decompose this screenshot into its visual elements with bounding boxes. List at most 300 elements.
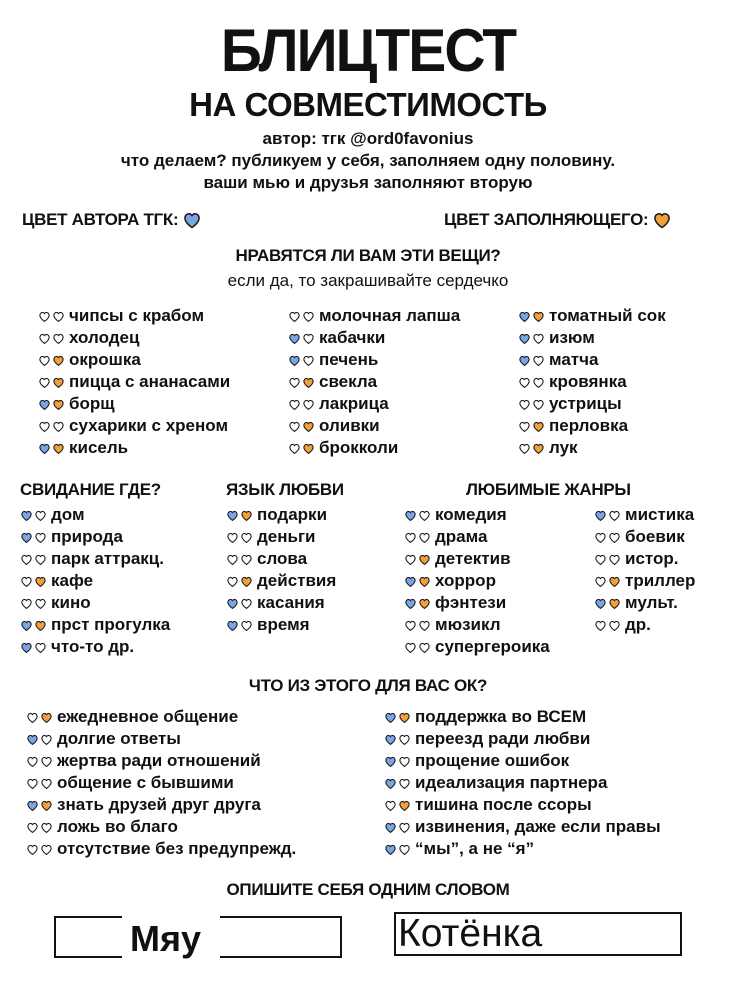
heart-pair — [384, 843, 412, 856]
author-heart-icon[interactable] — [38, 354, 51, 367]
filler-heart-icon[interactable] — [52, 354, 65, 367]
author-heart-icon[interactable] — [518, 398, 531, 411]
author-heart-icon[interactable] — [26, 733, 39, 746]
author-heart-icon[interactable] — [20, 553, 33, 566]
filler-heart-icon[interactable] — [532, 332, 545, 345]
heart-pair — [38, 442, 66, 455]
item-label: матча — [549, 350, 599, 369]
filler-heart-icon[interactable] — [240, 531, 253, 544]
list-item — [404, 614, 550, 636]
filler-heart-icon[interactable] — [608, 509, 621, 522]
heart-pair — [20, 619, 48, 632]
item-label: жертва ради отношений — [57, 751, 261, 770]
author-heart-icon[interactable] — [26, 755, 39, 768]
author-heart-icon[interactable] — [20, 575, 33, 588]
list-item — [38, 415, 230, 437]
filler-heart-icon[interactable] — [240, 597, 253, 610]
item-label: извинения, даже если правы — [415, 817, 661, 836]
list-item — [518, 371, 666, 393]
filler-heart-icon[interactable] — [40, 799, 53, 812]
author-heart-icon[interactable] — [38, 420, 51, 433]
filler-heart-icon[interactable] — [302, 354, 315, 367]
filler-heart-icon[interactable] — [532, 420, 545, 433]
author-heart-icon[interactable] — [288, 332, 301, 345]
list-item — [404, 636, 550, 658]
filler-heart-icon[interactable] — [34, 619, 47, 632]
list-item — [38, 371, 230, 393]
filler-heart-icon[interactable] — [40, 711, 53, 724]
author-credit: автор: тгк @ord0favonius — [262, 129, 474, 148]
filler-heart-icon[interactable] — [398, 733, 411, 746]
heart-pair — [288, 310, 316, 323]
filler-heart-icon[interactable] — [302, 442, 315, 455]
heart-pair — [26, 733, 54, 746]
author-heart-icon[interactable] — [26, 799, 39, 812]
list-item — [288, 371, 460, 393]
item-label: “мы”, а не “я” — [415, 839, 535, 858]
author-heart-icon[interactable] — [518, 310, 531, 323]
heart-pair — [288, 420, 316, 433]
filler-heart-icon[interactable] — [34, 597, 47, 610]
heart-pair — [518, 354, 546, 367]
item-label: тишина после ссоры — [415, 795, 592, 814]
heart-pair — [26, 843, 54, 856]
filler-heart-icon[interactable] — [34, 531, 47, 544]
author-heart-icon[interactable] — [288, 442, 301, 455]
author-heart-icon[interactable] — [594, 553, 607, 566]
author-heart-icon[interactable] — [38, 376, 51, 389]
list-item — [226, 592, 336, 614]
heart-pair — [20, 641, 48, 654]
heart-pair — [404, 597, 432, 610]
item-label: ежедневное общение — [57, 707, 239, 726]
filler-heart-icon[interactable] — [398, 821, 411, 834]
legend-filler-label: ЦВЕТ ЗАПОЛНЯЮЩЕГО: — [444, 210, 649, 229]
heart-pair — [38, 310, 66, 323]
author-heart-icon[interactable] — [288, 420, 301, 433]
item-label: сухарики с хреном — [69, 416, 229, 435]
item-label: лук — [549, 438, 578, 457]
heart-pair — [594, 509, 622, 522]
love-title: ЯЗЫК ЛЮБВИ — [226, 480, 344, 499]
item-label: чипсы с крабом — [69, 306, 205, 325]
item-label: окрошка — [69, 350, 141, 369]
item-label: долгие ответы — [57, 729, 181, 748]
filler-answer-box[interactable] — [394, 912, 682, 956]
filler-heart-icon[interactable] — [52, 376, 65, 389]
author-heart-icon[interactable] — [518, 442, 531, 455]
filler-heart-icon[interactable] — [398, 843, 411, 856]
ok-column-1 — [26, 706, 296, 860]
page-subtitle: НА СОВМЕСТИМОСТЬ — [189, 86, 547, 123]
list-item — [226, 504, 336, 526]
heart-pair — [594, 619, 622, 632]
item-label: поддержка во ВСЕМ — [415, 707, 587, 726]
filler-heart-icon[interactable] — [418, 641, 431, 654]
heart-pair — [518, 310, 546, 323]
author-heart-icon[interactable] — [518, 332, 531, 345]
heart-pair — [26, 711, 54, 724]
filler-heart-icon[interactable] — [240, 619, 253, 632]
filler-heart-icon[interactable] — [52, 442, 65, 455]
filler-heart-icon[interactable] — [418, 597, 431, 610]
heart-pair — [384, 755, 412, 768]
author-heart-icon[interactable] — [594, 531, 607, 544]
item-label: что-то др. — [51, 637, 135, 656]
author-heart-icon[interactable] — [404, 509, 417, 522]
likes-hint: если да, то закрашивайте сердечко — [227, 271, 509, 290]
heart-pair — [20, 575, 48, 588]
author-heart-icon[interactable] — [226, 509, 239, 522]
filler-heart-icon[interactable] — [608, 597, 621, 610]
describe-title: ОПИШИТЕ СЕБЯ ОДНИМ СЛОВОМ — [226, 880, 510, 899]
author-heart-icon[interactable] — [384, 777, 397, 790]
genres-title: ЛЮБИМЫЕ ЖАНРЫ — [466, 480, 631, 499]
genres-column-1 — [404, 504, 550, 658]
author-heart-icon[interactable] — [288, 376, 301, 389]
author-heart-icon[interactable] — [26, 777, 39, 790]
list-item — [20, 526, 170, 548]
list-item — [404, 592, 550, 614]
filler-heart-icon[interactable] — [418, 553, 431, 566]
heart-pair — [226, 575, 254, 588]
heart-pair — [226, 553, 254, 566]
list-item — [38, 393, 230, 415]
author-heart-icon[interactable] — [384, 755, 397, 768]
list-item — [226, 570, 336, 592]
item-label: драма — [435, 527, 488, 546]
heart-pair — [518, 420, 546, 433]
author-heart-icon[interactable] — [518, 376, 531, 389]
list-item — [26, 794, 296, 816]
heart-pair — [38, 420, 66, 433]
heart-pair — [384, 799, 412, 812]
filler-heart-icon[interactable] — [418, 531, 431, 544]
heart-pair — [404, 575, 432, 588]
list-item — [518, 305, 666, 327]
list-item — [226, 526, 336, 548]
filler-heart-icon[interactable] — [52, 310, 65, 323]
filler-heart-icon[interactable] — [532, 398, 545, 411]
list-item — [226, 614, 336, 636]
list-item — [288, 349, 460, 371]
list-item — [594, 526, 695, 548]
item-label: кабачки — [319, 328, 386, 347]
heart-pair — [518, 442, 546, 455]
filler-heart-icon[interactable] — [608, 553, 621, 566]
author-heart-icon[interactable] — [404, 597, 417, 610]
filler-heart-icon[interactable] — [52, 398, 65, 411]
likes-title: НРАВЯТСЯ ЛИ ВАМ ЭТИ ВЕЩИ? — [235, 246, 501, 265]
author-heart-icon[interactable] — [518, 420, 531, 433]
list-item — [288, 305, 460, 327]
filler-heart-icon[interactable] — [608, 619, 621, 632]
item-label: пицца с ананасами — [69, 372, 231, 391]
author-heart-icon[interactable] — [384, 799, 397, 812]
heart-pair — [38, 354, 66, 367]
item-label: комедия — [435, 505, 507, 524]
genres-column-2 — [594, 504, 695, 636]
filler-heart-icon[interactable] — [40, 821, 53, 834]
item-label: триллер — [625, 571, 696, 590]
item-label: др. — [625, 615, 651, 634]
filler-heart-icon[interactable] — [34, 575, 47, 588]
legend-filler — [444, 210, 672, 230]
list-item — [518, 437, 666, 459]
filler-heart-icon[interactable] — [418, 509, 431, 522]
filler-heart-icon[interactable] — [398, 777, 411, 790]
author-heart-icon[interactable] — [594, 597, 607, 610]
list-item — [26, 772, 296, 794]
item-label: слова — [257, 549, 308, 568]
author-heart-icon[interactable] — [384, 733, 397, 746]
item-label: мюзикл — [435, 615, 501, 634]
filler-heart-icon[interactable] — [608, 575, 621, 588]
author-heart-icon[interactable] — [20, 531, 33, 544]
filler-heart-icon[interactable] — [532, 442, 545, 455]
item-label: лакрица — [319, 394, 389, 413]
author-heart-icon[interactable] — [288, 354, 301, 367]
heart-pair — [404, 619, 432, 632]
item-label: ложь во благо — [57, 817, 178, 836]
item-label: касания — [257, 593, 325, 612]
author-heart-icon[interactable] — [384, 843, 397, 856]
item-label: действия — [257, 571, 337, 590]
author-heart-icon[interactable] — [518, 354, 531, 367]
filler-heart-icon[interactable] — [34, 553, 47, 566]
list-item — [404, 526, 550, 548]
item-label: фэнтези — [435, 593, 507, 612]
heart-pair — [288, 442, 316, 455]
list-item — [20, 636, 170, 658]
item-label: борщ — [69, 394, 115, 413]
item-label: подарки — [257, 505, 328, 524]
author-heart-icon[interactable] — [226, 597, 239, 610]
author-heart-icon[interactable] — [38, 398, 51, 411]
list-item — [518, 415, 666, 437]
item-label: кисель — [69, 438, 129, 457]
heart-pair — [38, 332, 66, 345]
list-item — [384, 816, 661, 838]
heart-pair — [594, 531, 622, 544]
author-heart-icon[interactable] — [384, 821, 397, 834]
list-item — [26, 750, 296, 772]
list-item — [20, 570, 170, 592]
heart-pair — [226, 597, 254, 610]
list-item — [384, 772, 661, 794]
list-item — [594, 570, 695, 592]
author-heart-icon[interactable] — [20, 619, 33, 632]
heart-pair — [594, 597, 622, 610]
author-heart-icon[interactable] — [226, 553, 239, 566]
heart-pair — [226, 619, 254, 632]
list-item — [518, 393, 666, 415]
item-label: прст прогулка — [51, 615, 171, 634]
list-item — [404, 548, 550, 570]
heart-pair — [20, 509, 48, 522]
list-item — [384, 794, 661, 816]
heart-pair — [26, 777, 54, 790]
author-heart-icon[interactable] — [594, 509, 607, 522]
author-heart-icon[interactable] — [594, 619, 607, 632]
author-heart-icon[interactable] — [288, 310, 301, 323]
item-label: мистика — [625, 505, 695, 524]
likes-column-1 — [38, 305, 230, 459]
filler-heart-icon[interactable] — [34, 509, 47, 522]
filler-heart-icon[interactable] — [302, 332, 315, 345]
list-item — [38, 349, 230, 371]
author-answer: Мяу — [130, 918, 202, 959]
heart-pair — [26, 821, 54, 834]
item-label: супергероика — [435, 637, 550, 656]
page-title: БЛИЦТЕСТ — [220, 17, 516, 84]
legend-author-label: ЦВЕТ АВТОРА ТГК: — [22, 210, 179, 229]
list-item — [20, 592, 170, 614]
heart-pair — [384, 777, 412, 790]
item-label: прощение ошибок — [415, 751, 570, 770]
filler-heart-icon[interactable] — [532, 310, 545, 323]
list-item — [38, 305, 230, 327]
filler-heart-icon[interactable] — [40, 777, 53, 790]
filler-heart-icon[interactable] — [34, 641, 47, 654]
item-label: устрицы — [549, 394, 622, 413]
filler-heart-icon[interactable] — [608, 531, 621, 544]
author-answer-box[interactable] — [54, 916, 342, 958]
list-item — [594, 614, 695, 636]
author-heart-icon[interactable] — [226, 531, 239, 544]
item-label: боевик — [625, 527, 685, 546]
list-item — [594, 504, 695, 526]
item-label: печень — [319, 350, 379, 369]
author-heart-icon[interactable] — [226, 575, 239, 588]
author-heart-icon[interactable] — [594, 575, 607, 588]
author-heart-icon[interactable] — [38, 442, 51, 455]
heart-pair — [20, 531, 48, 544]
item-label: молочная лапша — [319, 306, 461, 325]
filler-heart-icon[interactable] — [398, 799, 411, 812]
list-item — [384, 728, 661, 750]
filler-heart-icon[interactable] — [398, 711, 411, 724]
author-heart-icon[interactable] — [404, 531, 417, 544]
author-heart-icon[interactable] — [26, 711, 39, 724]
list-item — [38, 327, 230, 349]
filler-heart-icon[interactable] — [302, 398, 315, 411]
heart-pair — [226, 509, 254, 522]
heart-pair — [26, 755, 54, 768]
heart-pair — [518, 332, 546, 345]
heart-pair — [38, 376, 66, 389]
item-label: общение с бывшими — [57, 773, 234, 792]
author-heart-icon[interactable] — [404, 553, 417, 566]
date-list — [20, 504, 170, 658]
date-title: СВИДАНИЕ ГДЕ? — [20, 480, 161, 499]
item-label: истор. — [625, 549, 679, 568]
item-label: холодец — [69, 328, 140, 347]
heart-pair — [404, 641, 432, 654]
item-label: томатный сок — [549, 306, 666, 325]
filler-heart-icon[interactable] — [52, 332, 65, 345]
item-label: парк аттракц. — [51, 549, 164, 568]
item-label: дом — [51, 505, 85, 524]
filler-heart-icon[interactable] — [302, 310, 315, 323]
list-item — [26, 816, 296, 838]
author-heart-icon[interactable] — [20, 597, 33, 610]
item-label: природа — [51, 527, 123, 546]
filler-heart-icon[interactable] — [40, 733, 53, 746]
list-item — [26, 838, 296, 860]
filler-heart-icon[interactable] — [302, 376, 315, 389]
list-item — [38, 437, 230, 459]
author-heart-icon[interactable] — [288, 398, 301, 411]
filler-heart-icon[interactable] — [40, 755, 53, 768]
heart-pair — [384, 821, 412, 834]
author-heart-icon[interactable] — [404, 619, 417, 632]
list-item — [288, 415, 460, 437]
author-heart-icon[interactable] — [38, 310, 51, 323]
item-label: брокколи — [319, 438, 399, 457]
author-heart-icon[interactable] — [404, 575, 417, 588]
item-label: мульт. — [625, 593, 678, 612]
list-item — [20, 614, 170, 636]
heart-pair — [404, 531, 432, 544]
filler-answer: Котёнка — [398, 912, 543, 955]
filler-heart-icon — [652, 210, 672, 230]
author-heart-icon[interactable] — [26, 821, 39, 834]
filler-heart-icon[interactable] — [418, 575, 431, 588]
author-heart-icon[interactable] — [226, 619, 239, 632]
filler-heart-icon[interactable] — [532, 376, 545, 389]
instructions-line-2: ваши мью и друзья заполняют вторую — [203, 173, 533, 192]
author-heart-icon[interactable] — [26, 843, 39, 856]
item-label: кино — [51, 593, 91, 612]
heart-pair — [26, 799, 54, 812]
list-item — [594, 592, 695, 614]
author-heart-icon[interactable] — [20, 641, 33, 654]
author-heart-icon[interactable] — [384, 711, 397, 724]
author-heart-icon[interactable] — [38, 332, 51, 345]
filler-heart-icon[interactable] — [240, 553, 253, 566]
heart-pair — [404, 509, 432, 522]
filler-heart-icon[interactable] — [40, 843, 53, 856]
instructions-line-1: что делаем? публикуем у себя, заполняем одну половину. — [120, 151, 616, 170]
author-heart-icon[interactable] — [404, 641, 417, 654]
filler-heart-icon[interactable] — [418, 619, 431, 632]
list-item — [20, 548, 170, 570]
heart-pair — [288, 376, 316, 389]
heart-pair — [226, 531, 254, 544]
filler-heart-icon[interactable] — [52, 420, 65, 433]
list-item — [404, 570, 550, 592]
filler-heart-icon[interactable] — [302, 420, 315, 433]
author-heart-icon — [182, 210, 202, 230]
filler-heart-icon[interactable] — [532, 354, 545, 367]
heart-pair — [288, 398, 316, 411]
heart-pair — [288, 332, 316, 345]
filler-heart-icon[interactable] — [240, 575, 253, 588]
list-item — [384, 706, 661, 728]
item-label: отсутствие без предупрежд. — [57, 839, 297, 858]
list-item — [288, 393, 460, 415]
list-item — [226, 548, 336, 570]
author-heart-icon[interactable] — [20, 509, 33, 522]
item-label: время — [257, 615, 310, 634]
legend-author — [22, 210, 202, 230]
list-item — [594, 548, 695, 570]
filler-heart-icon[interactable] — [240, 509, 253, 522]
list-item — [288, 327, 460, 349]
likes-column-2 — [288, 305, 460, 459]
filler-heart-icon[interactable] — [398, 755, 411, 768]
